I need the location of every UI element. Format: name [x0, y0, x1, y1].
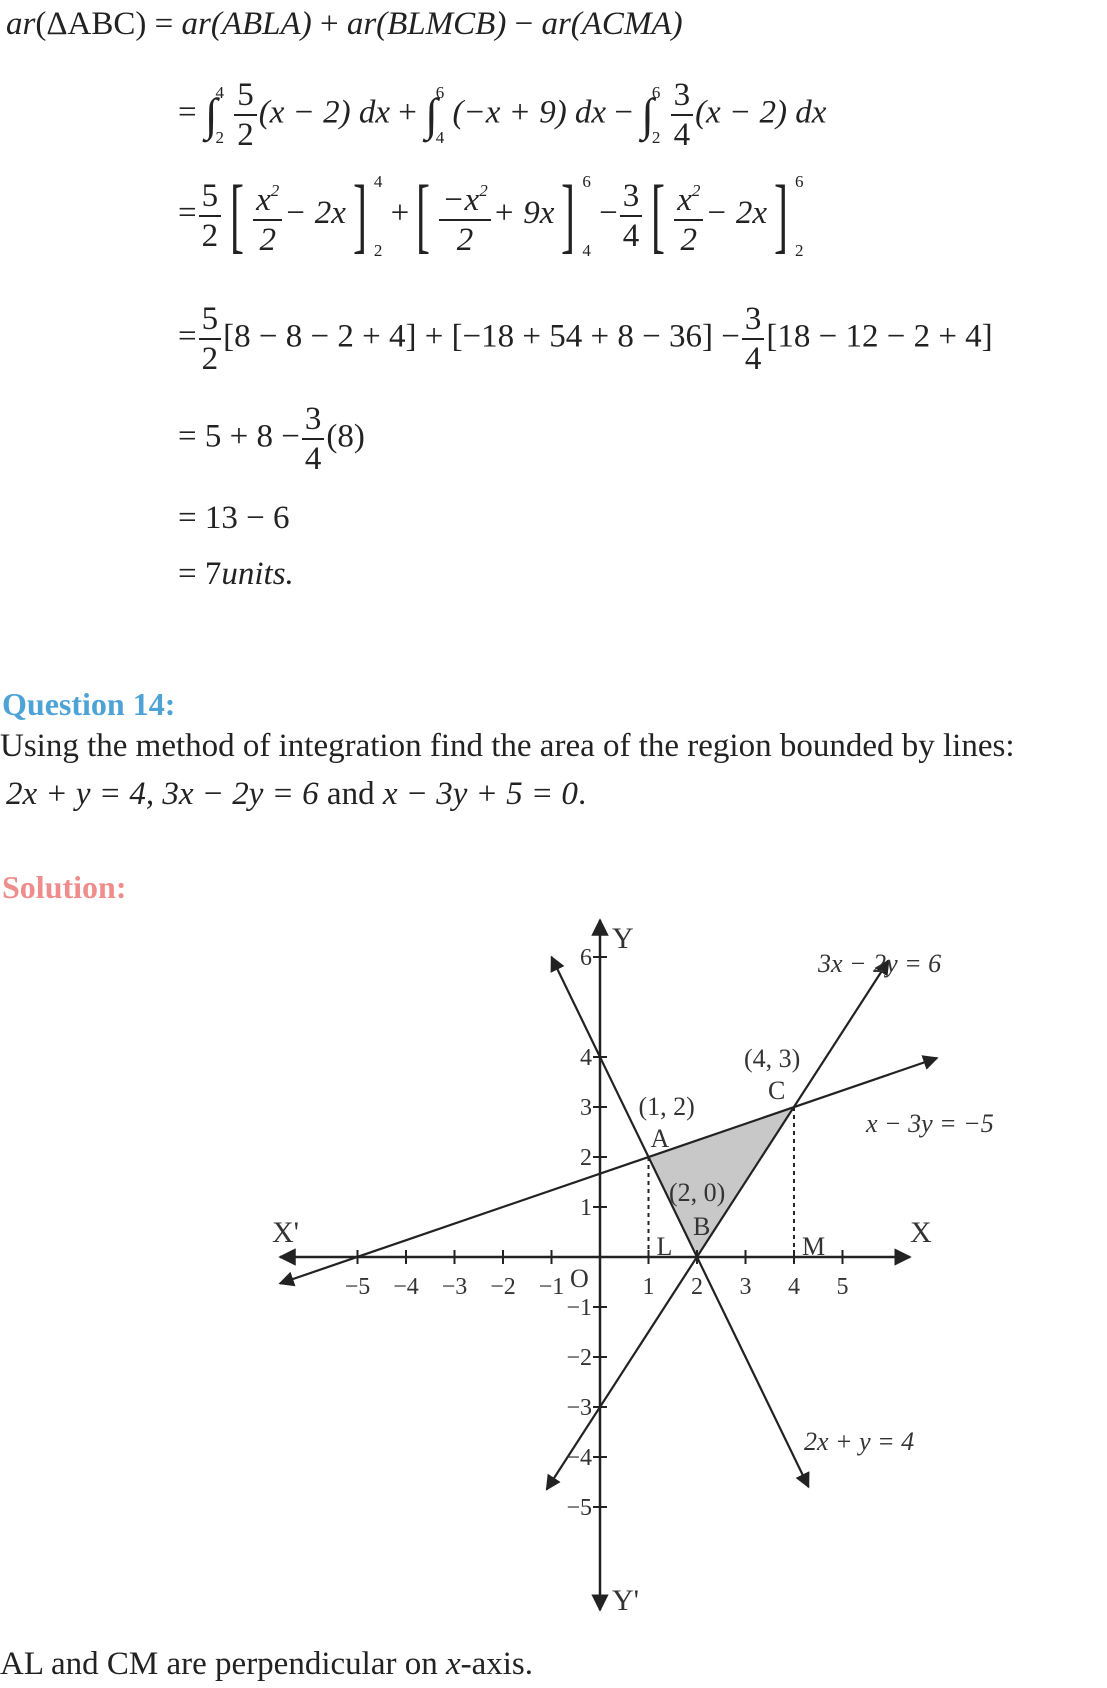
left-bracket: [	[230, 168, 245, 262]
line-x-3y-5	[280, 1058, 937, 1284]
integral-limits: 6 2	[651, 83, 661, 147]
eval-limits: 6 4	[582, 171, 591, 260]
point-a-coord: (1, 2)	[638, 1092, 695, 1121]
y-axis-neg-label: Y'	[612, 1584, 640, 1617]
footer-text-post: -axis.	[460, 1646, 534, 1682]
fraction: $\frac{5}{2}$	[199, 177, 222, 255]
y-tick-label: 2	[580, 1145, 592, 1171]
line-3x-2y-6	[547, 961, 889, 1490]
bracket-tail: − 2x	[284, 195, 346, 232]
derivation-line-7	[178, 556, 294, 593]
integral-limits: 6 4	[435, 83, 445, 147]
bracket-expression: [−18 + 54 + 8 − 36]	[451, 318, 713, 355]
footer-text-pre: AL and CM are perpendicular on	[0, 1646, 446, 1682]
y-tick-label: 1	[580, 1195, 592, 1221]
solution-heading: Solution:	[2, 869, 127, 905]
ar-symbol: ar	[181, 6, 211, 42]
point-m-label: M	[802, 1232, 826, 1261]
integral-sign: ∫	[425, 89, 438, 140]
equation: x − 3y + 5 = 0	[382, 776, 578, 812]
x-tick-label: 5	[836, 1274, 849, 1300]
integral-sign: ∫	[204, 89, 218, 140]
point-b-label: B	[693, 1212, 711, 1241]
expression: = 13 − 6	[178, 500, 290, 536]
ar-symbol: ar	[541, 6, 571, 42]
y-tick-label: 3	[580, 1095, 592, 1121]
y-tick-label: −5	[566, 1495, 592, 1521]
footer-text-var: x	[445, 1646, 461, 1682]
expression: = 5 + 8 −	[178, 418, 300, 455]
bracket-expression: [18 − 12 − 2 + 4]	[766, 318, 993, 355]
footer-text	[0, 1646, 533, 1683]
line-label-3x-2y-6: 3x − 2y = 6	[818, 949, 942, 978]
equation: 2x + y = 4, 3x − 2y = 6	[6, 776, 319, 812]
line-label-2x-y-4: 2x + y = 4	[804, 1427, 915, 1456]
bracket-expression: [8 − 8 − 2 + 4]	[223, 318, 417, 355]
x-axis-neg-label: X'	[272, 1216, 300, 1249]
right-bracket: ]	[561, 168, 576, 262]
origin-label: O	[570, 1264, 589, 1293]
question-equations	[6, 776, 586, 813]
point-l-label: L	[656, 1232, 673, 1261]
x-tick-label: −2	[490, 1274, 516, 1300]
graph	[272, 920, 1100, 1620]
bracket-tail: + 9x	[492, 195, 555, 232]
region-blmcb: (BLMCB)	[376, 6, 507, 42]
fraction: $\frac{3}{4}$	[620, 177, 643, 255]
left-bracket: [	[416, 168, 431, 262]
fraction: $\frac{3}{4}$	[302, 400, 325, 478]
y-tick-label: 4	[580, 1045, 592, 1071]
fraction: $\frac{3}{4}$	[671, 76, 694, 154]
y-tick-label: −3	[566, 1395, 592, 1421]
left-bracket: [	[651, 168, 666, 262]
fraction: $\frac{-x^2}{2}$	[439, 172, 490, 259]
expression: (8)	[326, 418, 365, 455]
y-tick-label: 6	[580, 945, 592, 971]
x-tick-label: 2	[691, 1274, 703, 1300]
x-tick-label: 1	[642, 1274, 655, 1300]
y-axis-label: Y	[612, 922, 634, 955]
point-a-label: A	[650, 1124, 670, 1153]
fraction: $\frac{5}{2}$	[199, 300, 222, 378]
derivation-line-6	[178, 500, 289, 537]
derivation-line-4: = $\frac{5}{2}$ [8 − 8 − 2 + 4] + [−18 + 54 + 8 − 36] − $\frac{3}{4}$ [18 − 12 − 2 + 4]	[178, 301, 993, 377]
fraction: $\frac{x^2}{2}$	[674, 172, 703, 259]
fraction: $\frac{3}{4}$	[742, 300, 765, 378]
derivation-line-1: ar(ΔABC) = ar(ABLA) + ar(BLMCB) − ar(ACMA)	[6, 6, 683, 42]
conjunction: and	[326, 776, 375, 812]
ar-symbol: ar	[346, 6, 377, 42]
x-tick-label: 3	[739, 1274, 752, 1300]
y-tick-label: −4	[566, 1445, 592, 1471]
x-tick-label: 4	[788, 1274, 800, 1300]
period: .	[577, 776, 587, 812]
point-c-coord: (4, 3)	[744, 1044, 801, 1073]
question-text: Using the method of integration find the area of the region bounded by lines:	[0, 728, 1015, 764]
bracket-tail: − 2x	[705, 195, 768, 232]
triangle-abc: (ΔABC)	[35, 6, 147, 42]
fraction: $\frac{5}{2}$	[234, 76, 257, 154]
question-heading: Question 14:	[2, 686, 176, 722]
point-c-label: C	[768, 1076, 786, 1105]
integrand: (x − 2) dx	[695, 94, 827, 131]
result-value: = 7	[178, 556, 222, 592]
result-unit: units.	[221, 556, 294, 592]
x-tick-label: −1	[538, 1274, 565, 1300]
right-bracket: ]	[352, 168, 367, 262]
line-label-x-3y-5: x − 3y = −5	[866, 1109, 994, 1138]
integrand: (x − 2) dx	[258, 94, 391, 131]
derivation-line-2: = ∫ 4 2 $\frac{5}{2}$ (x − 2) dx + ∫ 6 4 (−x + 9) dx − ∫ 6 2 $\frac{3}{4}$ (x − 2) dx	[178, 77, 827, 153]
x-tick-label: −5	[344, 1274, 371, 1300]
x-tick-label: −4	[393, 1274, 419, 1300]
region-acma: (ACMA)	[570, 6, 683, 42]
region-abla: (ABLA)	[210, 6, 312, 42]
derivation-line-3: = $\frac{5}{2}$ [ $\frac{x^2}{2}$ − 2x] 4 2 +[ $\frac{-x^2}{2}$ + 9x] 6 4 − $\frac{3}{4}$ [ $\frac{x^2}{2}$ − 2x] 6 2	[178, 168, 804, 262]
derivation-line-5	[178, 400, 365, 478]
integrand: (−x + 9) dx	[452, 94, 607, 131]
ar-symbol: ar	[6, 6, 36, 42]
fraction: $\frac{x^2}{2}$	[253, 172, 282, 259]
integral-limits: 4 2	[215, 83, 224, 147]
integral-sign: ∫	[641, 89, 654, 140]
eval-limits: 4 2	[373, 171, 383, 260]
y-tick-label: −2	[566, 1345, 592, 1371]
point-b-coord: (2, 0)	[669, 1178, 726, 1207]
eval-limits: 6 2	[795, 171, 804, 260]
right-bracket: ]	[774, 168, 789, 262]
x-axis-label: X	[910, 1216, 932, 1249]
x-tick-label: −3	[441, 1274, 468, 1300]
y-tick-label: −1	[566, 1295, 592, 1321]
